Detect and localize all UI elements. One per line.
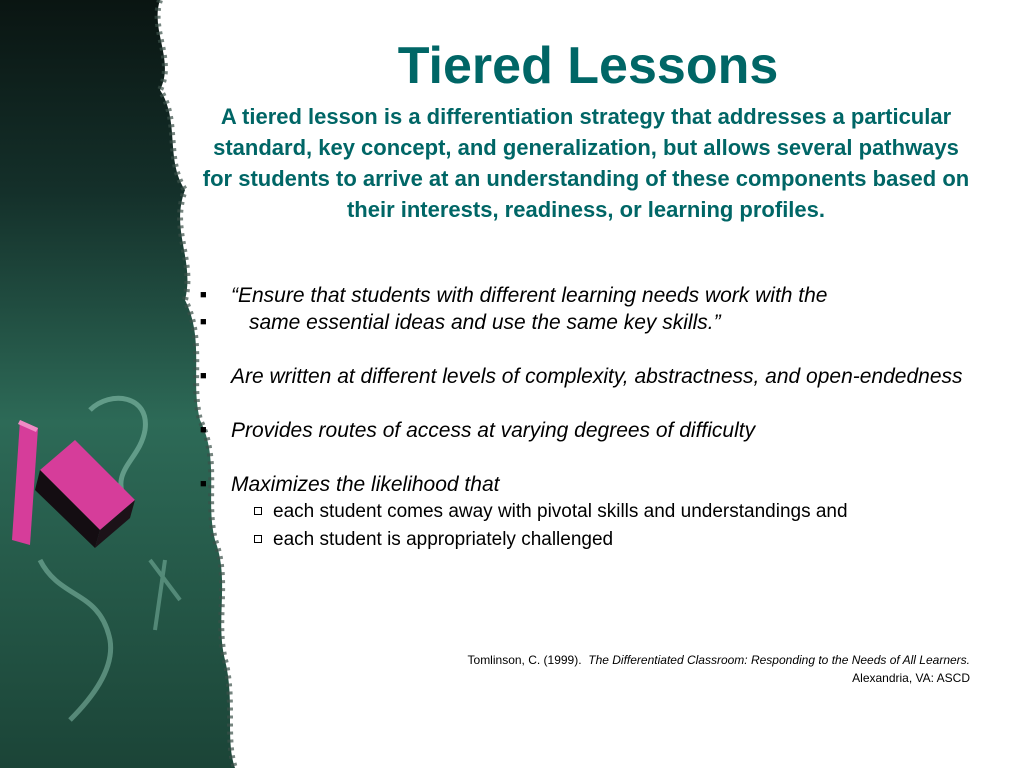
square-bullet-icon: ■ — [200, 316, 207, 328]
hollow-square-bullet-icon — [254, 507, 262, 515]
bullet-list — [196, 282, 986, 554]
slide-subtitle: A tiered lesson is a differentiation strategy that addresses a particular standard, key concept, and generalization, but allows several pathways for students to arrive at an understanding of these components based on their interests, readiness, or learning profiles. — [202, 104, 970, 222]
square-bullet-icon: ■ — [200, 370, 207, 382]
square-bullet-icon: ■ — [200, 424, 207, 436]
bullet-item — [196, 282, 986, 309]
sub-bullet-text: each student comes away with pivotal skills and understandings and — [273, 501, 848, 522]
list-spacer — [196, 336, 986, 363]
bullet-item — [196, 309, 986, 336]
citation-book-title: The Differentiated Classroom: Responding to the Needs of All Learners. — [588, 653, 970, 667]
sub-bullet-item — [231, 526, 986, 554]
sub-bullet-text: each student is appropriately challenged — [273, 529, 614, 550]
slide-title: Tiered Lessons — [397, 37, 779, 95]
bullet-item — [196, 363, 986, 390]
square-bullet-icon: ■ — [200, 289, 207, 301]
citation-author: Tomlinson, C. (1999). — [467, 653, 582, 667]
sub-bullet-list — [231, 498, 986, 554]
bullet-item — [196, 471, 986, 554]
bullet-text: Maximizes the likelihood that — [231, 473, 500, 496]
bullet-item — [196, 417, 986, 444]
bullet-text: Are written at different levels of complexity, abstractness, and open-endedness — [231, 365, 963, 388]
square-bullet-icon: ■ — [200, 478, 207, 490]
list-spacer — [196, 390, 986, 417]
citation — [350, 651, 970, 687]
sub-bullet-item — [231, 498, 986, 526]
bullet-text: “Ensure that students with different learning needs work with the — [231, 284, 828, 307]
bullet-text: same essential ideas and use the same key skills.” — [249, 311, 721, 334]
hollow-square-bullet-icon — [254, 535, 262, 543]
citation-publisher: Alexandria, VA: ASCD — [852, 671, 970, 685]
bullet-text: Provides routes of access at varying degrees of difficulty — [231, 419, 756, 442]
list-spacer — [196, 444, 986, 471]
